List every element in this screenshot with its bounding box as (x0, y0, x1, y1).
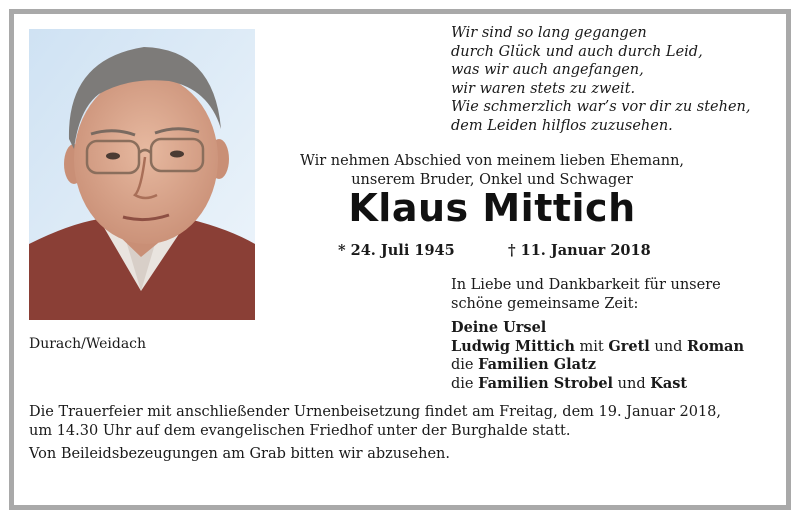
mourner-line (451, 319, 744, 338)
mourners-intro-line: In Liebe und Dankbarkeit für unsere (451, 277, 721, 293)
poem-line: wir waren stets zu zweit. (451, 80, 636, 97)
portrait-photo (29, 29, 255, 320)
intro-line: unserem Bruder, Onkel und Schwager (351, 171, 633, 188)
mourner-name: Ludwig Mittich (451, 337, 575, 355)
mourner-name: Familien Glatz (478, 356, 596, 373)
mourner-name: Roman (686, 337, 744, 355)
mourners-intro-line: schöne gemeinsame Zeit: (451, 295, 639, 312)
funeral-service-info (29, 403, 769, 464)
death-date: † 11. Januar 2018 (508, 242, 651, 259)
place-of-residence: Durach/Weidach (29, 336, 147, 352)
farewell-intro (280, 152, 704, 189)
mourner-name: Familien Strobel (478, 374, 614, 392)
service-line: um 14.30 Uhr auf dem evangelischen Friedhof unter der Burghalde statt. (29, 422, 571, 439)
deceased-name: Klaus Mittich (348, 186, 636, 230)
connector-word: und (654, 338, 683, 355)
poem-line: Wir sind so lang gegangen (451, 25, 647, 41)
mourner-line (451, 338, 744, 357)
service-line: Die Trauerfeier mit anschließender Urnenbeisetzung findet am Freitag, dem 19. Januar 2018, (29, 404, 722, 420)
poem-line: durch Glück und auch durch Leid, (451, 43, 703, 60)
connector-word: mit (579, 338, 604, 355)
mourner-line (451, 356, 744, 375)
memorial-poem (451, 24, 751, 135)
mourner-name: Deine Ursel (451, 319, 547, 336)
mourner-name: Gretl (608, 337, 650, 355)
poem-line: was wir auch angefangen, (451, 62, 644, 78)
poem-line: dem Leiden hilflos zuzusehen. (451, 117, 673, 134)
mourners-list (451, 276, 744, 393)
intro-line: Wir nehmen Abschied von meinem lieben Ehemann, (299, 153, 685, 169)
mourner-line (451, 375, 744, 394)
connector-word: und (617, 375, 646, 392)
mourner-name: Kast (650, 374, 688, 392)
poem-line: Wie schmerzlich war’s vor dir zu stehen, (451, 99, 751, 115)
connector-word: die (451, 375, 474, 392)
connector-word: die (451, 357, 474, 373)
birth-date: * 24. Juli 1945 (338, 242, 455, 259)
condolence-note: Von Beileidsbezeugungen am Grab bitten wir abzusehen. (29, 446, 451, 462)
